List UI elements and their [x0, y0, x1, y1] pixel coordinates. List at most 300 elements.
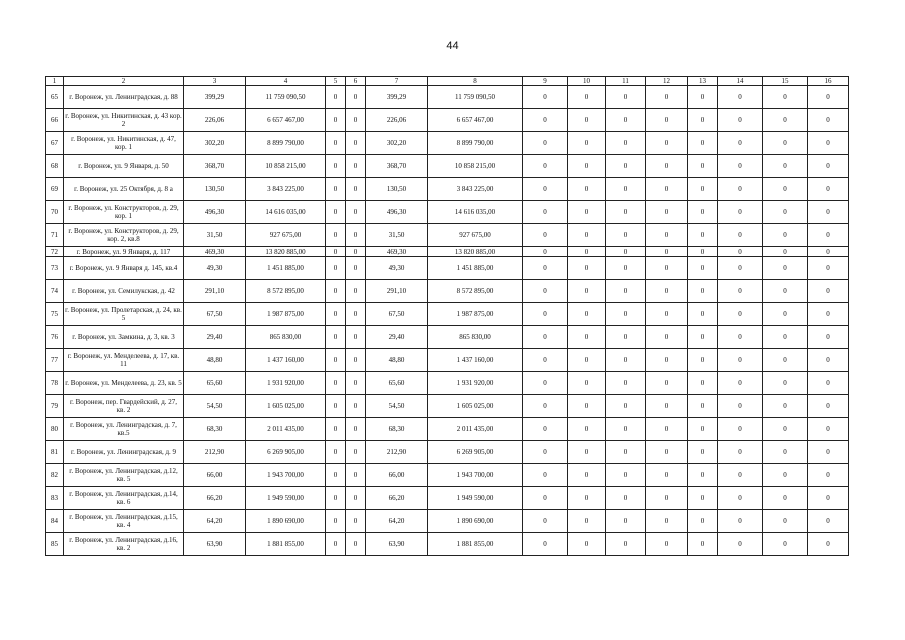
- cost-cell: 865 830,00: [428, 326, 523, 349]
- cost-cell: 3 843 225,00: [246, 178, 326, 201]
- value-cell: 0: [523, 533, 568, 556]
- column-header: 15: [763, 77, 808, 86]
- value-cell: 0: [718, 86, 763, 109]
- value-cell: 0: [326, 303, 346, 326]
- cost-cell: 1 931 920,00: [428, 372, 523, 395]
- value-cell: 0: [346, 303, 366, 326]
- value-cell: 0: [718, 464, 763, 487]
- area-cell: 65,60: [366, 372, 428, 395]
- area-cell: 66,20: [184, 487, 246, 510]
- address-cell: г. Воронеж, ул. Семилукская, д. 42: [64, 280, 184, 303]
- value-cell: 0: [763, 303, 808, 326]
- area-cell: 66,20: [366, 487, 428, 510]
- cost-cell: 1 943 700,00: [428, 464, 523, 487]
- area-cell: 399,29: [366, 86, 428, 109]
- value-cell: 0: [688, 109, 718, 132]
- column-header: 9: [523, 77, 568, 86]
- value-cell: 0: [688, 247, 718, 257]
- value-cell: 0: [718, 109, 763, 132]
- cost-cell: 927 675,00: [246, 224, 326, 247]
- area-cell: 291,10: [184, 280, 246, 303]
- value-cell: 0: [808, 533, 849, 556]
- area-cell: 54,50: [184, 395, 246, 418]
- address-cell: г. Воронеж, ул. 9 Января д. 145, кв.4: [64, 257, 184, 280]
- address-cell: г. Воронеж, ул. Конструкторов, д. 29, кор. 2, кв.8: [64, 224, 184, 247]
- column-header: 8: [428, 77, 523, 86]
- table-row: [46, 257, 849, 280]
- area-cell: 48,80: [366, 349, 428, 372]
- table-row: [46, 441, 849, 464]
- value-cell: 0: [606, 201, 646, 224]
- address-cell: г. Воронеж, ул. Менделеева, д. 17, кв. 11: [64, 349, 184, 372]
- table-row: [46, 86, 849, 109]
- value-cell: 0: [326, 178, 346, 201]
- value-cell: 0: [646, 349, 688, 372]
- row-number: 68: [46, 155, 64, 178]
- value-cell: 0: [646, 487, 688, 510]
- value-cell: 0: [646, 441, 688, 464]
- value-cell: 0: [688, 86, 718, 109]
- address-cell: г. Воронеж, ул. Замкина, д. 3, кв. 3: [64, 326, 184, 349]
- value-cell: 0: [523, 510, 568, 533]
- value-cell: 0: [688, 280, 718, 303]
- area-cell: 469,30: [366, 247, 428, 257]
- cost-cell: 11 759 090,50: [246, 86, 326, 109]
- value-cell: 0: [606, 178, 646, 201]
- value-cell: 0: [606, 257, 646, 280]
- area-cell: 66,00: [184, 464, 246, 487]
- table-row: [46, 487, 849, 510]
- value-cell: 0: [568, 109, 606, 132]
- row-number: 70: [46, 201, 64, 224]
- value-cell: 0: [523, 224, 568, 247]
- cost-cell: 14 616 035,00: [428, 201, 523, 224]
- area-cell: 212,90: [366, 441, 428, 464]
- value-cell: 0: [688, 349, 718, 372]
- cost-cell: 13 820 885,00: [246, 247, 326, 257]
- row-number: 71: [46, 224, 64, 247]
- value-cell: 0: [606, 510, 646, 533]
- value-cell: 0: [606, 487, 646, 510]
- value-cell: 0: [568, 349, 606, 372]
- value-cell: 0: [808, 155, 849, 178]
- cost-cell: 1 437 160,00: [246, 349, 326, 372]
- table-row: [46, 510, 849, 533]
- value-cell: 0: [606, 441, 646, 464]
- value-cell: 0: [718, 247, 763, 257]
- cost-cell: 8 572 895,00: [246, 280, 326, 303]
- area-cell: 226,06: [184, 109, 246, 132]
- value-cell: 0: [808, 178, 849, 201]
- value-cell: 0: [326, 418, 346, 441]
- value-cell: 0: [763, 464, 808, 487]
- value-cell: 0: [523, 326, 568, 349]
- address-cell: г. Воронеж, ул. Ленинградская, д.16, кв. 2: [64, 533, 184, 556]
- column-header: 6: [346, 77, 366, 86]
- value-cell: 0: [808, 224, 849, 247]
- value-cell: 0: [326, 326, 346, 349]
- value-cell: 0: [763, 178, 808, 201]
- cost-cell: 1 890 690,00: [428, 510, 523, 533]
- table-row: [46, 132, 849, 155]
- cost-cell: 10 858 215,00: [428, 155, 523, 178]
- value-cell: 0: [326, 510, 346, 533]
- value-cell: 0: [763, 372, 808, 395]
- value-cell: 0: [688, 132, 718, 155]
- value-cell: 0: [523, 132, 568, 155]
- area-cell: 226,06: [366, 109, 428, 132]
- value-cell: 0: [568, 487, 606, 510]
- cost-cell: 13 820 885,00: [428, 247, 523, 257]
- column-header: 5: [326, 77, 346, 86]
- cost-cell: 8 899 790,00: [246, 132, 326, 155]
- value-cell: 0: [523, 86, 568, 109]
- cost-cell: 8 572 895,00: [428, 280, 523, 303]
- address-cell: г. Воронеж, ул. Никитинская, д. 47, кор. 1: [64, 132, 184, 155]
- table-row: [46, 224, 849, 247]
- address-cell: г. Воронеж, ул. Менделеева, д. 23, кв. 5: [64, 372, 184, 395]
- value-cell: 0: [688, 533, 718, 556]
- value-cell: 0: [688, 326, 718, 349]
- value-cell: 0: [568, 280, 606, 303]
- area-cell: 302,20: [184, 132, 246, 155]
- value-cell: 0: [646, 178, 688, 201]
- value-cell: 0: [646, 86, 688, 109]
- column-header: 2: [64, 77, 184, 86]
- value-cell: 0: [606, 326, 646, 349]
- value-cell: 0: [568, 86, 606, 109]
- cost-cell: 927 675,00: [428, 224, 523, 247]
- value-cell: 0: [568, 155, 606, 178]
- column-header: 13: [688, 77, 718, 86]
- table-row: [46, 464, 849, 487]
- table-row: [46, 109, 849, 132]
- value-cell: 0: [568, 372, 606, 395]
- value-cell: 0: [326, 86, 346, 109]
- value-cell: 0: [326, 257, 346, 280]
- value-cell: 0: [718, 533, 763, 556]
- row-number: 76: [46, 326, 64, 349]
- value-cell: 0: [523, 257, 568, 280]
- value-cell: 0: [808, 510, 849, 533]
- value-cell: 0: [606, 132, 646, 155]
- value-cell: 0: [346, 464, 366, 487]
- table-row: [46, 303, 849, 326]
- address-cell: г. Воронеж, ул. 9 Января, д. 117: [64, 247, 184, 257]
- table-row: [46, 418, 849, 441]
- value-cell: 0: [568, 533, 606, 556]
- value-cell: 0: [718, 418, 763, 441]
- value-cell: 0: [718, 280, 763, 303]
- value-cell: 0: [606, 464, 646, 487]
- value-cell: 0: [346, 224, 366, 247]
- value-cell: 0: [523, 395, 568, 418]
- row-number: 73: [46, 257, 64, 280]
- value-cell: 0: [326, 224, 346, 247]
- value-cell: 0: [568, 247, 606, 257]
- value-cell: 0: [718, 132, 763, 155]
- row-number: 84: [46, 510, 64, 533]
- value-cell: 0: [523, 178, 568, 201]
- value-cell: 0: [763, 349, 808, 372]
- value-cell: 0: [606, 86, 646, 109]
- value-cell: 0: [346, 201, 366, 224]
- value-cell: 0: [718, 349, 763, 372]
- property-table: [45, 76, 849, 556]
- cost-cell: 1 931 920,00: [246, 372, 326, 395]
- value-cell: 0: [718, 510, 763, 533]
- value-cell: 0: [646, 155, 688, 178]
- value-cell: 0: [346, 533, 366, 556]
- value-cell: 0: [763, 109, 808, 132]
- value-cell: 0: [346, 109, 366, 132]
- value-cell: 0: [763, 155, 808, 178]
- value-cell: 0: [763, 224, 808, 247]
- value-cell: 0: [688, 224, 718, 247]
- area-cell: 49,30: [184, 257, 246, 280]
- value-cell: 0: [763, 86, 808, 109]
- area-cell: 49,30: [366, 257, 428, 280]
- value-cell: 0: [523, 247, 568, 257]
- value-cell: 0: [568, 303, 606, 326]
- value-cell: 0: [523, 418, 568, 441]
- column-header: 11: [606, 77, 646, 86]
- cost-cell: 2 011 435,00: [246, 418, 326, 441]
- value-cell: 0: [808, 109, 849, 132]
- value-cell: 0: [646, 510, 688, 533]
- value-cell: 0: [718, 257, 763, 280]
- value-cell: 0: [346, 395, 366, 418]
- value-cell: 0: [718, 155, 763, 178]
- value-cell: 0: [606, 155, 646, 178]
- row-number: 69: [46, 178, 64, 201]
- cost-cell: 6 657 467,00: [246, 109, 326, 132]
- value-cell: 0: [646, 418, 688, 441]
- value-cell: 0: [808, 257, 849, 280]
- cost-cell: 1 605 025,00: [246, 395, 326, 418]
- area-cell: 399,29: [184, 86, 246, 109]
- value-cell: 0: [688, 303, 718, 326]
- value-cell: 0: [763, 418, 808, 441]
- cost-cell: 1 437 160,00: [428, 349, 523, 372]
- value-cell: 0: [523, 441, 568, 464]
- column-header: 14: [718, 77, 763, 86]
- value-cell: 0: [326, 109, 346, 132]
- value-cell: 0: [326, 395, 346, 418]
- value-cell: 0: [763, 441, 808, 464]
- value-cell: 0: [646, 257, 688, 280]
- value-cell: 0: [688, 372, 718, 395]
- address-cell: г. Воронеж, ул. Никитинская, д. 43 кор. 2: [64, 109, 184, 132]
- row-number: 85: [46, 533, 64, 556]
- cost-cell: 1 881 855,00: [246, 533, 326, 556]
- address-cell: г. Воронеж, ул. Ленинградская, д. 7, кв.5: [64, 418, 184, 441]
- area-cell: 31,50: [366, 224, 428, 247]
- value-cell: 0: [718, 224, 763, 247]
- value-cell: 0: [763, 280, 808, 303]
- area-cell: 67,50: [184, 303, 246, 326]
- value-cell: 0: [718, 326, 763, 349]
- cost-cell: 1 605 025,00: [428, 395, 523, 418]
- value-cell: 0: [646, 326, 688, 349]
- area-cell: 302,20: [366, 132, 428, 155]
- value-cell: 0: [606, 418, 646, 441]
- row-number: 65: [46, 86, 64, 109]
- value-cell: 0: [763, 510, 808, 533]
- value-cell: 0: [646, 280, 688, 303]
- value-cell: 0: [346, 257, 366, 280]
- column-header: 12: [646, 77, 688, 86]
- value-cell: 0: [346, 326, 366, 349]
- table-row: [46, 349, 849, 372]
- cost-cell: 1 881 855,00: [428, 533, 523, 556]
- row-number: 77: [46, 349, 64, 372]
- row-number: 78: [46, 372, 64, 395]
- value-cell: 0: [718, 372, 763, 395]
- cost-cell: 1 890 690,00: [246, 510, 326, 533]
- value-cell: 0: [346, 372, 366, 395]
- value-cell: 0: [718, 178, 763, 201]
- value-cell: 0: [568, 464, 606, 487]
- value-cell: 0: [326, 155, 346, 178]
- cost-cell: 6 269 905,00: [246, 441, 326, 464]
- cost-cell: 14 616 035,00: [246, 201, 326, 224]
- value-cell: 0: [568, 326, 606, 349]
- row-number: 80: [46, 418, 64, 441]
- value-cell: 0: [326, 349, 346, 372]
- address-cell: г. Воронеж, ул. Ленинградская, д.15, кв. 4: [64, 510, 184, 533]
- value-cell: 0: [606, 533, 646, 556]
- value-cell: 0: [523, 372, 568, 395]
- cost-cell: 6 657 467,00: [428, 109, 523, 132]
- value-cell: 0: [326, 280, 346, 303]
- value-cell: 0: [718, 441, 763, 464]
- value-cell: 0: [646, 247, 688, 257]
- value-cell: 0: [568, 224, 606, 247]
- value-cell: 0: [326, 372, 346, 395]
- cost-cell: 1 949 590,00: [428, 487, 523, 510]
- value-cell: 0: [606, 280, 646, 303]
- value-cell: 0: [808, 201, 849, 224]
- value-cell: 0: [346, 86, 366, 109]
- value-cell: 0: [763, 326, 808, 349]
- value-cell: 0: [523, 280, 568, 303]
- address-cell: г. Воронеж, ул. Ленинградская, д. 88: [64, 86, 184, 109]
- value-cell: 0: [568, 395, 606, 418]
- value-cell: 0: [646, 201, 688, 224]
- area-cell: 67,50: [366, 303, 428, 326]
- value-cell: 0: [523, 303, 568, 326]
- value-cell: 0: [688, 155, 718, 178]
- value-cell: 0: [568, 132, 606, 155]
- value-cell: 0: [568, 257, 606, 280]
- value-cell: 0: [718, 303, 763, 326]
- cost-cell: 1 451 885,00: [246, 257, 326, 280]
- value-cell: 0: [606, 109, 646, 132]
- area-cell: 68,30: [184, 418, 246, 441]
- value-cell: 0: [688, 510, 718, 533]
- value-cell: 0: [763, 395, 808, 418]
- value-cell: 0: [523, 349, 568, 372]
- value-cell: 0: [763, 257, 808, 280]
- row-number: 72: [46, 247, 64, 257]
- value-cell: 0: [808, 441, 849, 464]
- cost-cell: 6 269 905,00: [428, 441, 523, 464]
- value-cell: 0: [688, 178, 718, 201]
- address-cell: г. Воронеж, ул. 25 Октября, д. 8 а: [64, 178, 184, 201]
- value-cell: 0: [606, 303, 646, 326]
- area-cell: 64,20: [366, 510, 428, 533]
- value-cell: 0: [568, 441, 606, 464]
- table-row: [46, 372, 849, 395]
- area-cell: 368,70: [184, 155, 246, 178]
- value-cell: 0: [808, 487, 849, 510]
- value-cell: 0: [808, 464, 849, 487]
- area-cell: 63,90: [184, 533, 246, 556]
- cost-cell: 1 987 875,00: [246, 303, 326, 326]
- value-cell: 0: [346, 178, 366, 201]
- value-cell: 0: [808, 395, 849, 418]
- column-header: 3: [184, 77, 246, 86]
- area-cell: 29,40: [366, 326, 428, 349]
- value-cell: 0: [718, 395, 763, 418]
- cost-cell: 3 843 225,00: [428, 178, 523, 201]
- value-cell: 0: [606, 372, 646, 395]
- table-row: [46, 155, 849, 178]
- cost-cell: 1 987 875,00: [428, 303, 523, 326]
- value-cell: 0: [523, 464, 568, 487]
- value-cell: 0: [346, 487, 366, 510]
- cost-cell: 1 949 590,00: [246, 487, 326, 510]
- value-cell: 0: [346, 247, 366, 257]
- value-cell: 0: [763, 487, 808, 510]
- address-cell: г. Воронеж, ул. Пролетарская, д. 24, кв. 5: [64, 303, 184, 326]
- value-cell: 0: [808, 326, 849, 349]
- address-cell: г. Воронеж, ул. Конструкторов, д. 29, кор. 1: [64, 201, 184, 224]
- area-cell: 54,50: [366, 395, 428, 418]
- value-cell: 0: [568, 201, 606, 224]
- row-number: 82: [46, 464, 64, 487]
- value-cell: 0: [688, 257, 718, 280]
- value-cell: 0: [646, 395, 688, 418]
- cost-cell: 1 943 700,00: [246, 464, 326, 487]
- value-cell: 0: [808, 132, 849, 155]
- area-cell: 291,10: [366, 280, 428, 303]
- value-cell: 0: [523, 155, 568, 178]
- value-cell: 0: [763, 201, 808, 224]
- value-cell: 0: [523, 487, 568, 510]
- value-cell: 0: [808, 86, 849, 109]
- value-cell: 0: [763, 132, 808, 155]
- cost-cell: 1 451 885,00: [428, 257, 523, 280]
- value-cell: 0: [326, 201, 346, 224]
- table-row: [46, 201, 849, 224]
- value-cell: 0: [688, 201, 718, 224]
- row-number: 74: [46, 280, 64, 303]
- value-cell: 0: [646, 109, 688, 132]
- value-cell: 0: [646, 372, 688, 395]
- row-number: 75: [46, 303, 64, 326]
- value-cell: 0: [346, 132, 366, 155]
- value-cell: 0: [346, 155, 366, 178]
- address-cell: г. Воронеж, ул. 9 Января, д. 50: [64, 155, 184, 178]
- value-cell: 0: [523, 109, 568, 132]
- table-row: [46, 178, 849, 201]
- area-cell: 31,50: [184, 224, 246, 247]
- value-cell: 0: [606, 395, 646, 418]
- value-cell: 0: [688, 441, 718, 464]
- table-row: [46, 533, 849, 556]
